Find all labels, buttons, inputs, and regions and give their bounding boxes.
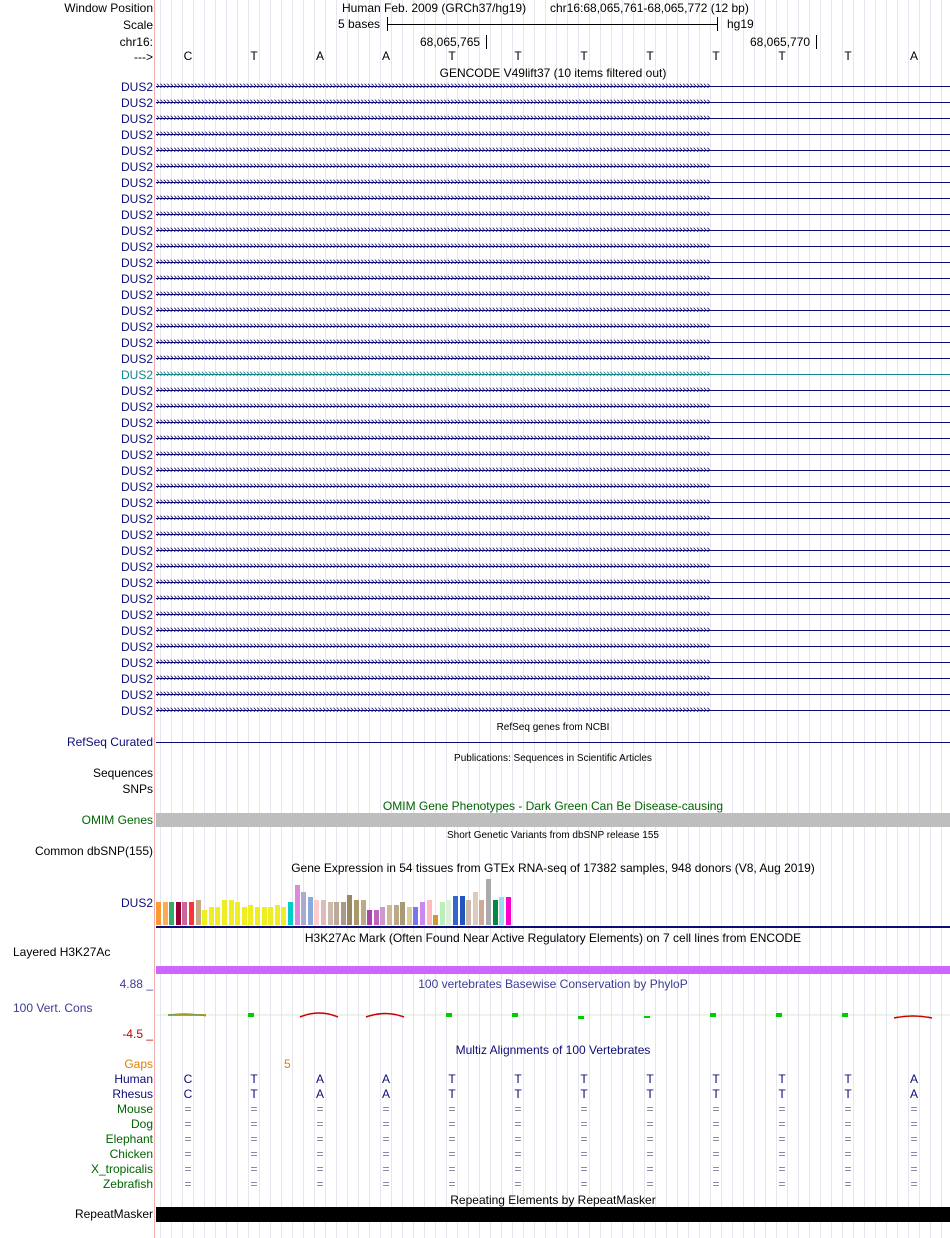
sequence-base: C (183, 49, 193, 63)
gtex-tissue-bar[interactable] (354, 900, 359, 925)
sequence-base: T (580, 49, 588, 63)
repeatmasker-feature-bar[interactable] (156, 1207, 950, 1222)
gencode-strand-arrows[interactable]: ›››››››››››››››››››››››››››››››››››››››››››››››››››››››››››››››››››››››››››››››››››››››››››››››››››››››››››››››››››››››››››››››››››››››››››››››››››››››››››››››› (156, 560, 711, 572)
multiz-aligned-base: = (514, 1102, 522, 1116)
gencode-gene-label[interactable]: DUS2 (120, 176, 153, 190)
gencode-strand-arrows[interactable]: ›››››››››››››››››››››››››››››››››››››››››››››››››››››››››››››››››››››››››››››››››››››››››››››››››››››››››››››››››››››››››››››››››››››››››››››››››››››››››››››››› (156, 192, 711, 204)
multiz-aligned-base: = (250, 1147, 258, 1161)
multiz-aligned-base: = (910, 1102, 918, 1116)
repeatmasker-track-title[interactable]: Repeating Elements by RepeatMasker (450, 1193, 656, 1207)
multiz-species-label[interactable]: Human (114, 1072, 153, 1086)
gencode-gene-label[interactable]: DUS2 (120, 368, 153, 382)
multiz-aligned-base: = (448, 1102, 456, 1116)
coordinate-2: 68,065,770 (750, 35, 811, 49)
gencode-gene-label[interactable]: DUS2 (120, 336, 153, 350)
gtex-tissue-bar[interactable] (248, 905, 253, 925)
multiz-aligned-base: = (382, 1177, 390, 1191)
gencode-strand-arrows[interactable]: ›››››››››››››››››››››››››››››››››››››››››››››››››››››››››››››››››››››››››››››››››››››››››››››››››››››››››››››››››››››››››››››››››››››››››››››››››››››››››››››››› (156, 176, 711, 188)
publications-snps-label[interactable]: SNPs (122, 782, 153, 796)
gencode-strand-arrows[interactable]: ›››››››››››››››››››››››››››››››››››››››››››››››››››››››››››››››››››››››››››››››››››››››››››››››››››››››››››››››››››››››››››››››››››››››››››››››››››››››››››››››› (156, 304, 711, 316)
multiz-aligned-base: = (580, 1117, 588, 1131)
multiz-aligned-base: = (712, 1132, 720, 1146)
gtex-tissue-bar[interactable] (367, 910, 372, 925)
gtex-tissue-bar[interactable] (407, 907, 412, 925)
gencode-gene-label[interactable]: DUS2 (120, 448, 153, 462)
gencode-gene-label[interactable]: DUS2 (120, 560, 153, 574)
gtex-tissue-bar[interactable] (420, 902, 425, 925)
omim-track-label[interactable]: OMIM Genes (81, 813, 153, 827)
gtex-tissue-bar[interactable] (506, 897, 511, 925)
gencode-strand-arrows[interactable]: ›››››››››››››››››››››››››››››››››››››››››››››››››››››››››››››››››››››››››››››››››››››››››››››››››››››››››››››››››››››››››››››››››››››››››››››››››››››››››››››››› (156, 512, 711, 524)
gtex-tissue-bar[interactable] (433, 915, 438, 925)
multiz-aligned-base: = (184, 1162, 192, 1176)
gencode-strand-arrows[interactable]: ›››››››››››››››››››››››››››››››››››››››››››››››››››››››››››››››››››››››››››››››››››››››››››››››››››››››››››››››››››››››››››››››››››››››››››››››››››››››››››››››› (156, 144, 711, 156)
multiz-species-label[interactable]: Zebrafish (102, 1177, 153, 1191)
gtex-tissue-bar[interactable] (460, 896, 465, 925)
multiz-aligned-base: = (712, 1102, 720, 1116)
multiz-aligned-base: = (514, 1162, 522, 1176)
repeatmasker-track-label[interactable]: RepeatMasker (74, 1207, 153, 1221)
multiz-aligned-base: = (778, 1147, 786, 1161)
gtex-tissue-bar[interactable] (262, 907, 267, 925)
publications-track-title[interactable]: Publications: Sequences in Scientific Articles (454, 753, 652, 764)
gencode-strand-arrows[interactable]: ›››››››››››››››››››››››››››››››››››››››››››››››››››››››››››››››››››››››››››››››››››››››››››››››››››››››››››››››››››››››››››››››››››››››››››››››››››››››››››››››› (156, 128, 711, 140)
gtex-tissue-bar[interactable] (493, 900, 498, 925)
gencode-gene-label[interactable]: DUS2 (120, 272, 153, 286)
multiz-aligned-base: = (712, 1177, 720, 1191)
multiz-aligned-base: = (382, 1102, 390, 1116)
sequence-base: A (315, 49, 324, 63)
multiz-aligned-base: = (184, 1147, 192, 1161)
gencode-gene-label[interactable]: DUS2 (120, 592, 153, 606)
multiz-aligned-base: = (250, 1177, 258, 1191)
multiz-aligned-base: = (514, 1132, 522, 1146)
gtex-tissue-bar[interactable] (499, 897, 504, 925)
gtex-track-label[interactable]: DUS2 (120, 896, 153, 910)
gencode-gene-label[interactable]: DUS2 (120, 480, 153, 494)
dbsnp-track-title[interactable]: Short Genetic Variants from dbSNP release 155 (447, 830, 659, 841)
multiz-aligned-base: = (382, 1117, 390, 1131)
gencode-gene-label[interactable]: DUS2 (120, 384, 153, 398)
gencode-gene-label[interactable]: DUS2 (120, 624, 153, 638)
sequence-base: A (909, 49, 918, 63)
multiz-aligned-base: T (514, 1087, 522, 1101)
multiz-aligned-base: = (910, 1177, 918, 1191)
multiz-aligned-base: = (316, 1117, 324, 1131)
multiz-aligned-base: T (778, 1087, 786, 1101)
multiz-aligned-base: T (646, 1087, 654, 1101)
gencode-gene-label[interactable]: DUS2 (120, 80, 153, 94)
gtex-tissue-bar[interactable] (479, 900, 484, 925)
gencode-strand-arrows[interactable]: ›››››››››››››››››››››››››››››››››››››››››››››››››››››››››››››››››››››››››››››››››››››››››››››››››››››››››››››››››››››››››››››››››››››››››››››››››››››››››››››››› (156, 480, 711, 492)
coordinate-1-tick (486, 35, 487, 49)
multiz-aligned-base: = (778, 1177, 786, 1191)
gtex-tissue-bar[interactable] (169, 902, 174, 925)
gtex-tissue-bar[interactable] (321, 900, 326, 925)
multiz-aligned-base: = (778, 1132, 786, 1146)
gencode-strand-arrows[interactable]: ›››››››››››››››››››››››››››››››››››››››››››››››››››››››››››››››››››››››››››››››››››››››››››››››››››››››››››››››››››››››››››››››››››››››››››››››››››››››››››››››› (156, 688, 711, 700)
multiz-aligned-base: = (316, 1147, 324, 1161)
gencode-strand-arrows[interactable]: ›››››››››››››››››››››››››››››››››››››››››››››››››››››››››››››››››››››››››››››››››››››››››››››››››››››››››››››››››››››››››››››››››››››››››››››››››››››››››››››››› (156, 464, 711, 476)
multiz-aligned-base: = (580, 1102, 588, 1116)
gencode-gene-label[interactable]: DUS2 (120, 432, 153, 446)
multiz-aligned-base: = (580, 1177, 588, 1191)
gencode-strand-arrows[interactable]: ›››››››››››››››››››››››››››››››››››››››››››››››››››››››››››››››››››››››››››››››››››››››››››››››››››››››››››››››››››››››››››››››››››››››››››››››››››››››››››››››› (156, 496, 711, 508)
gencode-gene-label[interactable]: DUS2 (120, 672, 153, 686)
multiz-aligned-base: = (910, 1162, 918, 1176)
coordinate-1: 68,065,765 (420, 35, 481, 49)
multiz-aligned-base: T (580, 1072, 588, 1086)
gtex-tissue-bar[interactable] (182, 902, 187, 925)
multiz-aligned-base: = (514, 1147, 522, 1161)
gtex-tissue-bar[interactable] (328, 902, 333, 925)
gtex-tissue-bar[interactable] (209, 907, 214, 925)
gencode-gene-label[interactable]: DUS2 (120, 208, 153, 222)
gencode-gene-label[interactable]: DUS2 (120, 112, 153, 126)
gtex-tissue-bar[interactable] (295, 885, 300, 925)
scale-bar-right-tick (717, 17, 718, 31)
multiz-aligned-base: = (316, 1102, 324, 1116)
multiz-aligned-base: = (646, 1162, 654, 1176)
gtex-tissue-bar[interactable] (486, 879, 491, 925)
gencode-gene-label[interactable]: DUS2 (120, 576, 153, 590)
gtex-tissue-bar[interactable] (394, 905, 399, 925)
multiz-aligned-base: = (514, 1117, 522, 1131)
coordinate-2-tick (816, 35, 817, 49)
gencode-strand-arrows[interactable]: ›››››››››››››››››››››››››››››››››››››››››››››››››››››››››››››››››››››››››››››››››››››››››››››››››››››››››››››››››››››››››››››››››››››››››››››››››››››››››››››››› (156, 400, 711, 412)
scale-bar-left-tick (387, 17, 388, 31)
gencode-strand-arrows[interactable]: ›››››››››››››››››››››››››››››››››››››››››››››››››››››››››››››››››››››››››››››››››››››››››››››››››››››››››››››››››››››››››››››››››››››››››››››››››››››››››››››››› (156, 352, 711, 364)
gencode-strand-arrows[interactable]: ›››››››››››››››››››››››››››››››››››››››››››››››››››››››››››››››››››››››››››››››››››››››››››››››››››››››››››››››››››››››››››››››››››››››››››››››››››››››››››››››› (156, 448, 711, 460)
gencode-gene-label[interactable]: DUS2 (120, 192, 153, 206)
gtex-tissue-bar[interactable] (413, 907, 418, 925)
gtex-track-title[interactable]: Gene Expression in 54 tissues from GTEx RNA-seq of 17382 samples, 948 donors (V8, Aug 2019) (291, 861, 815, 875)
gencode-strand-arrows[interactable]: ›››››››››››››››››››››››››››››››››››››››››››››››››››››››››››››››››››››››››››››››››››››››››››››››››››››››››››››››››››››››››››››››››››››››››››››››››››››››››››››››› (156, 112, 711, 124)
multiz-gaps-label: Gaps (124, 1057, 153, 1071)
multiz-aligned-base: = (448, 1162, 456, 1176)
gencode-gene-label[interactable]: DUS2 (120, 288, 153, 302)
multiz-aligned-base: = (250, 1102, 258, 1116)
phylop-track-label[interactable]: 100 Vert. Cons (13, 1001, 93, 1015)
multiz-aligned-base: T (448, 1072, 456, 1086)
multiz-gap-value: 5 (284, 1057, 291, 1071)
gencode-strand-arrows[interactable]: ›››››››››››››››››››››››››››››››››››››››››››››››››››››››››››››››››››››››››››››››››››››››››››››››››››››››››››››››››››››››››››››››››››››››››››››››››››››››››››››››› (156, 272, 711, 284)
gencode-gene-label[interactable]: DUS2 (120, 400, 153, 414)
gencode-gene-label[interactable]: DUS2 (120, 144, 153, 158)
multiz-aligned-base: = (646, 1177, 654, 1191)
multiz-aligned-base: A (315, 1087, 324, 1101)
sequence-base: T (712, 49, 720, 63)
multiz-aligned-base: = (250, 1117, 258, 1131)
gencode-strand-arrows[interactable]: ›››››››››››››››››››››››››››››››››››››››››››››››››››››››››››››››››››››››››››››››››››››››››››››››››››››››››››››››››››››››››››››››››››››››››››››››››››››››››››››››› (156, 224, 711, 236)
gencode-gene-label[interactable]: DUS2 (120, 96, 153, 110)
multiz-aligned-base: = (844, 1132, 852, 1146)
gtex-tissue-bar[interactable] (347, 895, 352, 925)
gtex-tissue-bar[interactable] (163, 902, 168, 925)
multiz-aligned-base: T (844, 1087, 852, 1101)
gtex-tissue-bar[interactable] (466, 900, 471, 925)
publications-sequences-label[interactable]: Sequences (92, 766, 153, 780)
gencode-gene-label[interactable]: DUS2 (120, 464, 153, 478)
gencode-strand-arrows[interactable]: ›››››››››››››››››››››››››››››››››››››››››››››››››››››››››››››››››››››››››››››››››››››››››››››››››››››››››››››››››››››››››››››››››››››››››››››››››››››››››››››››› (156, 160, 711, 172)
gencode-gene-label[interactable]: DUS2 (120, 160, 153, 174)
gencode-strand-arrows[interactable]: ›››››››››››››››››››››››››››››››››››››››››››››››››››››››››››››››››››››››››››››››››››››››››››››››››››››››››››››››››››››››››››››››››››››››››››››››››››››››››››››››› (156, 640, 711, 652)
multiz-aligned-base: = (844, 1177, 852, 1191)
multiz-species-label[interactable]: X_tropicalis (90, 1162, 153, 1176)
gencode-strand-arrows[interactable]: ›››››››››››››››››››››››››››››››››››››››››››››››››››››››››››››››››››››››››››››››››››››››››››››››››››››››››››››››››››››››››››››››››››››››››››››››››››››››››››››››› (156, 384, 711, 396)
multiz-aligned-base: A (909, 1087, 918, 1101)
gencode-strand-arrows[interactable]: ›››››››››››››››››››››››››››››››››››››››››››››››››››››››››››››››››››››››››››››››››››››››››››››››››››››››››››››››››››››››››››››››››››››››››››››››››››››››››››››››› (156, 256, 711, 268)
multiz-aligned-base: = (712, 1162, 720, 1176)
gencode-strand-arrows[interactable]: ›››››››››››››››››››››››››››››››››››››››››››››››››››››››››››››››››››››››››››››››››››››››››››››››››››››››››››››››››››››››››››››››››››››››››››››››››››››››››››››››› (156, 432, 711, 444)
multiz-aligned-base: T (580, 1087, 588, 1101)
multiz-aligned-base: = (712, 1117, 720, 1131)
gencode-gene-label[interactable]: DUS2 (120, 656, 153, 670)
phylop-signal[interactable] (156, 1000, 950, 1030)
gencode-strand-arrows[interactable]: ›››››››››››››››››››››››››››››››››››››››››››››››››››››››››››››››››››››››››››››››››››››››››››››››››››››››››››››››››››››››››››››››››››››››››››››››››››››››››››››››› (156, 368, 711, 380)
gtex-tissue-bar[interactable] (281, 907, 286, 925)
multiz-aligned-base: A (315, 1072, 324, 1086)
sequence-base: T (514, 49, 522, 63)
scale-bases-text: 5 bases (338, 17, 381, 31)
multiz-aligned-base: = (844, 1102, 852, 1116)
multiz-aligned-base: = (778, 1102, 786, 1116)
gencode-gene-label[interactable]: DUS2 (120, 704, 153, 718)
multiz-aligned-base: = (514, 1177, 522, 1191)
gtex-tissue-bar[interactable] (427, 900, 432, 925)
sequence-base: T (844, 49, 852, 63)
label-border (154, 0, 155, 1238)
gencode-gene-label[interactable]: DUS2 (120, 496, 153, 510)
multiz-aligned-base: T (250, 1087, 258, 1101)
gencode-strand-arrows[interactable]: ›››››››››››››››››››››››››››››››››››››››››››››››››››››››››››››››››››››››››››››››››››››››››››››››››››››››››››››››››››››››››››››››››››››››››››››››››››››››››››››››› (156, 288, 711, 300)
gtex-tissue-bar[interactable] (308, 897, 313, 925)
gtex-tissue-bar[interactable] (176, 902, 181, 925)
dbsnp-track-label[interactable]: Common dbSNP(155) (34, 844, 153, 858)
multiz-aligned-base: = (316, 1177, 324, 1191)
multiz-aligned-base: = (910, 1132, 918, 1146)
strand-label: ---> (134, 50, 153, 64)
multiz-aligned-base: = (250, 1162, 258, 1176)
gencode-gene-label[interactable]: DUS2 (120, 528, 153, 542)
gencode-gene-label[interactable]: DUS2 (120, 240, 153, 254)
gencode-gene-label[interactable]: DUS2 (120, 320, 153, 334)
multiz-aligned-base: C (183, 1072, 193, 1086)
multiz-aligned-base: = (382, 1132, 390, 1146)
gtex-tissue-bar[interactable] (341, 902, 346, 925)
gencode-strand-arrows[interactable]: ›››››››››››››››››››››››››››››››››››››››››››››››››››››››››››››››››››››››››››››››››››››››››››››››››››››››››››››››››››››››››››››››››››››››››››››››››››››››››››››››› (156, 608, 711, 620)
multiz-aligned-base: = (646, 1117, 654, 1131)
multiz-aligned-base: T (712, 1087, 720, 1101)
gencode-strand-arrows[interactable]: ›››››››››››››››››››››››››››››››››››››››››››››››››››››››››››››››››››››››››››››››››››››››››››››››››››››››››››››››››››››››››››››››››››››››››››››››››››››››››››››››› (156, 592, 711, 604)
scale-label: Scale (122, 18, 153, 32)
gencode-track-title[interactable]: GENCODE V49lift37 (10 items filtered out) (439, 66, 667, 80)
sequence-base: T (778, 49, 786, 63)
gtex-tissue-bar[interactable] (215, 907, 220, 925)
multiz-aligned-base: = (646, 1132, 654, 1146)
gencode-gene-label[interactable]: DUS2 (120, 352, 153, 366)
multiz-species-label[interactable]: Dog (130, 1117, 153, 1131)
multiz-aligned-base: T (448, 1087, 456, 1101)
gencode-strand-arrows[interactable]: ›››››››››››››››››››››››››››››››››››››››››››››››››››››››››››››››››››››››››››››››››››››››››››››››››››››››››››››››››››››››››››››››››››››››››››››››››››››››››››››››› (156, 544, 711, 556)
multiz-species-label[interactable]: Rhesus (112, 1087, 153, 1101)
sequence-base: A (381, 49, 390, 63)
gtex-tissue-bar[interactable] (242, 907, 247, 925)
assembly-text: Human Feb. 2009 (GRCh37/hg19) (342, 1, 527, 15)
gtex-tissue-bar[interactable] (380, 907, 385, 925)
gencode-strand-arrows[interactable]: ›››››››››››››››››››››››››››››››››››››››››››››››››››››››››››››››››››››››››››››››››››››››››››››››››››››››››››››››››››››››››››››››››››››››››››››››››››››››››››››››› (156, 336, 711, 348)
multiz-aligned-base: = (580, 1162, 588, 1176)
gtex-tissue-bar[interactable] (189, 902, 194, 925)
gencode-strand-arrows[interactable]: ›››››››››››››››››››››››››››››››››››››››››››››››››››››››››››››››››››››››››››››››››››››››››››››››››››››››››››››››››››››››››››››››››››››››››››››››››››››››››››››››› (156, 528, 711, 540)
gtex-tissue-bar[interactable] (202, 910, 207, 925)
multiz-aligned-base: = (844, 1117, 852, 1131)
multiz-aligned-base: = (910, 1147, 918, 1161)
multiz-aligned-base: = (250, 1132, 258, 1146)
gtex-tissue-bar[interactable] (400, 902, 405, 925)
h3k27ac-track-label[interactable]: Layered H3K27Ac (13, 945, 111, 959)
multiz-aligned-base: = (646, 1102, 654, 1116)
gencode-gene-label[interactable]: DUS2 (120, 688, 153, 702)
multiz-aligned-base: A (381, 1072, 390, 1086)
gtex-tissue-bar[interactable] (196, 900, 201, 925)
multiz-aligned-base: T (844, 1072, 852, 1086)
sequence-base: T (250, 49, 258, 63)
multiz-aligned-base: A (909, 1072, 918, 1086)
gencode-gene-label[interactable]: DUS2 (120, 256, 153, 270)
multiz-aligned-base: = (184, 1177, 192, 1191)
phylop-max-label: 4.88 _ (119, 977, 153, 991)
gencode-strand-arrows[interactable]: ›››››››››››››››››››››››››››››››››››››››››››››››››››››››››››››››››››››››››››››››››››››››››››››››››››››››››››››››››››››››››››››››››››››››››››››››››››››››››››››››› (156, 96, 711, 108)
gencode-gene-label[interactable]: DUS2 (120, 512, 153, 526)
gtex-baseline (156, 926, 950, 928)
gencode-gene-label[interactable]: DUS2 (120, 608, 153, 622)
multiz-aligned-base: = (448, 1132, 456, 1146)
refseq-track-title[interactable]: RefSeq genes from NCBI (496, 722, 610, 733)
omim-feature-bar[interactable] (156, 813, 950, 827)
gencode-strand-arrows[interactable]: ›››››››››››››››››››››››››››››››››››››››››››››››››››››››››››››››››››››››››››››››››››››››››››››››››››››››››››››››››››››››››››››››››››››››››››››››››››››››››››››››› (156, 656, 711, 668)
multiz-aligned-base: T (712, 1072, 720, 1086)
multiz-aligned-base: = (844, 1147, 852, 1161)
position-text: chr16:68,065,761-68,065,772 (12 bp) (550, 1, 749, 15)
gtex-tissue-bar[interactable] (334, 902, 339, 925)
multiz-aligned-base: = (778, 1117, 786, 1131)
gtex-tissue-bar[interactable] (275, 905, 280, 925)
gtex-tissue-bar[interactable] (229, 900, 234, 925)
gencode-gene-label[interactable]: DUS2 (120, 416, 153, 430)
refseq-track-label[interactable]: RefSeq Curated (66, 735, 153, 749)
refseq-feature-line[interactable] (156, 742, 950, 743)
multiz-aligned-base: = (646, 1147, 654, 1161)
gtex-tissue-bar[interactable] (156, 902, 161, 925)
scale-db-text: hg19 (727, 17, 754, 31)
scale-bar (387, 24, 718, 25)
multiz-aligned-base: = (316, 1162, 324, 1176)
multiz-aligned-base: = (712, 1147, 720, 1161)
multiz-aligned-base: = (778, 1162, 786, 1176)
gtex-tissue-bar[interactable] (453, 896, 458, 925)
multiz-aligned-base: = (580, 1132, 588, 1146)
gencode-strand-arrows[interactable]: ›››››››››››››››››››››››››››››››››››››››››››››››››››››››››››››››››››››››››››››››››››››››››››››››››››››››››››››››››››››››››››››››››››››››››››››››››››››››››››››››› (156, 624, 711, 636)
gtex-tissue-bar[interactable] (255, 907, 260, 925)
gencode-strand-arrows[interactable]: ›››››››››››››››››››››››››››››››››››››››››››››››››››››››››››››››››››››››››››››››››››››››››››››››››››››››››››››››››››››››››››››››››››››››››››››››››››››››››››››››› (156, 672, 711, 684)
gtex-tissue-bar[interactable] (235, 902, 240, 925)
gtex-tissue-bar[interactable] (314, 900, 319, 925)
sequence-base: T (448, 49, 456, 63)
multiz-aligned-base: = (844, 1162, 852, 1176)
gtex-tissue-bar[interactable] (387, 905, 392, 925)
multiz-aligned-base: = (184, 1117, 192, 1131)
multiz-aligned-base: = (448, 1177, 456, 1191)
omim-track-title[interactable]: OMIM Gene Phenotypes - Dark Green Can Be Disease-causing (382, 799, 724, 813)
gencode-gene-label[interactable]: DUS2 (120, 224, 153, 238)
multiz-aligned-base: = (448, 1117, 456, 1131)
multiz-aligned-base: = (382, 1162, 390, 1176)
multiz-aligned-base: = (448, 1147, 456, 1161)
phylop-min-label: -4.5 _ (122, 1027, 153, 1041)
multiz-species-label[interactable]: Mouse (116, 1102, 153, 1116)
multiz-species-label[interactable]: Chicken (109, 1147, 153, 1161)
gencode-gene-label[interactable]: DUS2 (120, 544, 153, 558)
multiz-aligned-base: = (184, 1132, 192, 1146)
gencode-strand-arrows[interactable]: ›››››››››››››››››››››››››››››››››››››››››››››››››››››››››››››››››››››››››››››››››››››››››››››››››››››››››››››››››››››››››››››››››››››››››››››››››››››››››››››››› (156, 240, 711, 252)
multiz-aligned-base: = (910, 1117, 918, 1131)
gencode-strand-arrows[interactable]: ›››››››››››››››››››››››››››››››››››››››››››››››››››››››››››››››››››››››››››››››››››››››››››››››››››››››››››››››››››››››››››››››››››››››››››››››››››››››››››››››› (156, 576, 711, 588)
gtex-tissue-bar[interactable] (222, 900, 227, 925)
phylop-track-title[interactable]: 100 vertebrates Basewise Conservation by PhyloP (418, 977, 688, 991)
multiz-track-title[interactable]: Multiz Alignments of 100 Vertebrates (455, 1043, 651, 1057)
gencode-gene-label[interactable]: DUS2 (120, 640, 153, 654)
multiz-aligned-base: T (250, 1072, 258, 1086)
multiz-aligned-base: = (316, 1132, 324, 1146)
gencode-strand-arrows[interactable]: ›››››››››››››››››››››››››››››››››››››››››››››››››››››››››››››››››››››››››››››››››››››››››››››››››››››››››››››››››››››››››››››››››››››››››››››››››››››››››››››››› (156, 208, 711, 220)
multiz-species-label[interactable]: Elephant (105, 1132, 153, 1146)
h3k27ac-track-title[interactable]: H3K27Ac Mark (Often Found Near Active Regulatory Elements) on 7 cell lines from ENCODE (304, 931, 802, 945)
multiz-aligned-base: A (381, 1087, 390, 1101)
h3k27ac-signal[interactable] (156, 966, 950, 974)
multiz-aligned-base: T (646, 1072, 654, 1086)
window-position-label: Window Position (64, 1, 153, 15)
multiz-aligned-base: C (183, 1087, 193, 1101)
gencode-strand-arrows[interactable]: ›››››››››››››››››››››››››››››››››››››››››››››››››››››››››››››››››››››››››››››››››››››››››››››››››››››››››››››››››››››››››››››››››››››››››››››››››››››››››››››››› (156, 704, 711, 716)
multiz-aligned-base: T (778, 1072, 786, 1086)
multiz-aligned-base: = (184, 1102, 192, 1116)
gtex-tissue-bar[interactable] (268, 907, 273, 925)
gtex-tissue-bar[interactable] (361, 900, 366, 925)
sequence-base: T (646, 49, 654, 63)
multiz-aligned-base: = (580, 1147, 588, 1161)
gtex-tissue-bar[interactable] (301, 892, 306, 925)
gtex-tissue-bar[interactable] (288, 902, 293, 925)
chrom-label: chr16: (119, 35, 153, 49)
gtex-tissue-bar[interactable] (446, 900, 451, 925)
gencode-strand-arrows[interactable]: ›››››››››››››››››››››››››››››››››››››››››››››››››››››››››››››››››››››››››››››››››››››››››››››››››››››››››››››››››››››››››››››››››››››››››››››››››››››››››››››››› (156, 80, 711, 92)
gtex-tissue-bar[interactable] (440, 902, 445, 925)
gencode-strand-arrows[interactable]: ›››››››››››››››››››››››››››››››››››››››››››››››››››››››››››››››››››››››››››››››››››››››››››››››››››››››››››››››››››››››››››››››››››››››››››››››››››››››››››››››› (156, 416, 711, 428)
gencode-gene-label[interactable]: DUS2 (120, 128, 153, 142)
gencode-gene-label[interactable]: DUS2 (120, 304, 153, 318)
gencode-strand-arrows[interactable]: ›››››››››››››››››››››››››››››››››››››››››››››››››››››››››››››››››››››››››››››››››››››››››››››››››››››››››››››››››››››››››››››››››››››››››››››››››››››››››››››››› (156, 320, 711, 332)
multiz-aligned-base: = (382, 1147, 390, 1161)
multiz-aligned-base: T (514, 1072, 522, 1086)
gtex-tissue-bar[interactable] (374, 910, 379, 925)
gtex-tissue-bar[interactable] (473, 892, 478, 925)
